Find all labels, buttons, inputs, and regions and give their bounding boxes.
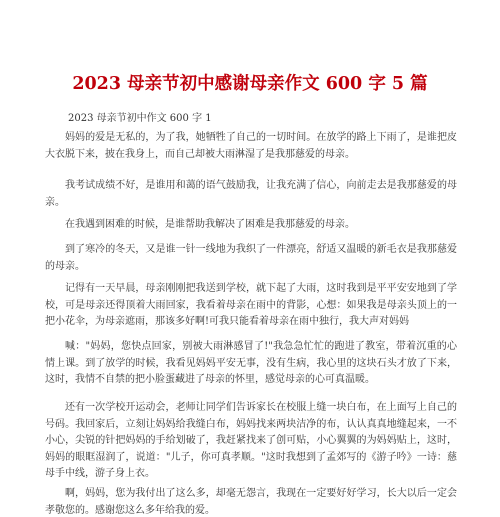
paragraph: 到了寒冷的冬天，又是谁一针一线地为我织了一件漂亮，舒适又温暖的新毛衣是我那慈爱的母亲。 (45, 244, 457, 272)
paragraph: 喊："妈妈，您快点回家，别被大雨淋感冒了!"我急急忙忙的跑进了教室，带着沉重的心情上课。到了放学的时候，我看见妈妈平安无事，没有生病，我心里的这块石头才放了下来，这时，我情不自禁的把小脸蛋藏进了母亲的怀里，感觉母亲的心可真温暖。 (45, 341, 457, 385)
document-title: 2023 母亲节初中感谢母亲作文 600 字 5 篇 (72, 74, 428, 94)
essay-heading: 2023 母亲节初中作文 600 字 1 (68, 113, 212, 124)
paragraph: 在我遇到困难的时候，是谁帮助我解决了困难是我那慈爱的母亲。 (65, 219, 355, 230)
paragraph: 妈妈的爱是无私的，为了我，她牺牲了自己的一切时间。在放学的路上下雨了，是谁把皮大衣脱下来，披在我身上，而自己却被大雨淋湿了是我那慈爱的母亲。 (45, 132, 457, 160)
paragraph: 我考试成绩不好，是谁用和蔼的语气鼓励我，让我充满了信心，向前走去是我那慈爱的母亲。 (45, 180, 457, 208)
paragraph: 啊，妈妈，您为我付出了这么多，却毫无怨言，我现在一定要好好学习，长大以后一定会孝敬您的。感谢您这么多年给我的爱。 (45, 488, 457, 516)
paragraph: 还有一次学校开运动会，老师让同学们告诉家长在校服上缝一块白布，在上面写上自己的号码。我回家后，立刻让妈妈给我缝白布，妈妈找来两块洁净的布，认认真真地缝起来，一不小心，尖锐的针把妈妈的手给划破了，我赶紧找来了创可贴，小心翼翼的为妈妈贴上，这时，妈妈的眼眶湿润了，说道："儿子，你可真孝顺。"这时我想到了孟郊写的《游子吟》一诗：慈母手中线，游子身上衣。 (45, 402, 457, 479)
paragraph: 记得有一天早晨，母亲刚刚把我送到学校，就下起了大雨，这时我到是平平安安地到了学校，可是母亲还得顶着大雨回家，我看着母亲在雨中的背影，心想：如果我是母亲头顶上的一把小花伞，为母亲遮雨，那该多好啊!可我只能看着母亲在雨中独行，我大声对妈妈 (45, 283, 457, 327)
